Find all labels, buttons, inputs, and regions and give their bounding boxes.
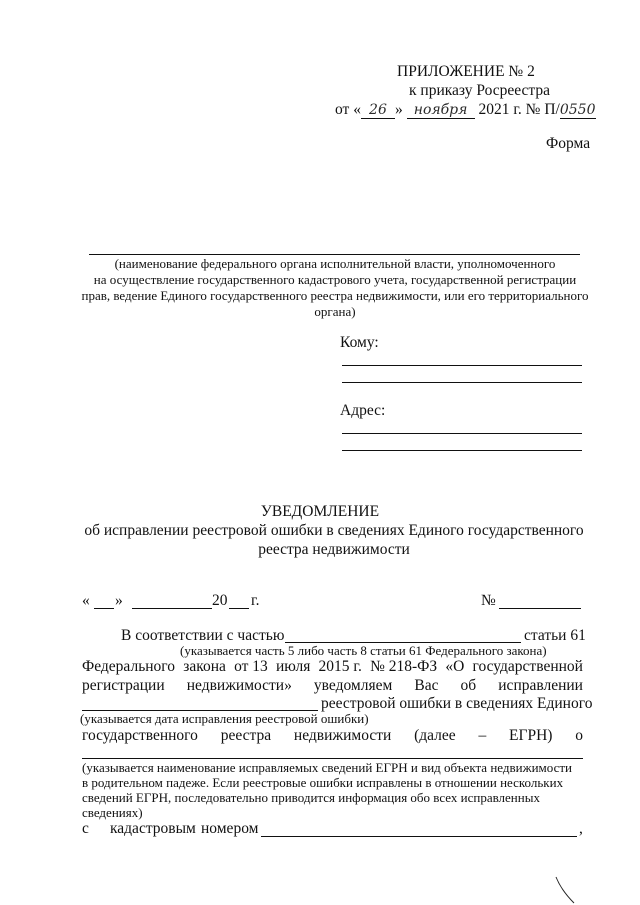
- address-line-2: [342, 450, 582, 451]
- appendix-title: ПРИЛОЖЕНИЕ № 2: [397, 63, 535, 80]
- notice-number-line: [499, 608, 581, 609]
- authority-caption-line1: (наименование федерального органа исполнительной власти, уполномоченного: [114, 256, 556, 271]
- body-word: недвижимости»: [186, 677, 292, 694]
- to-line-1: [342, 365, 582, 366]
- body-word: уведомляем: [313, 677, 393, 694]
- cadastral-word-1: с: [82, 820, 89, 837]
- body-word: Федерального: [82, 658, 176, 675]
- body-line3: [82, 677, 583, 695]
- body-word: –: [478, 727, 487, 744]
- date-mid: »: [394, 101, 403, 118]
- date-year-prefix: 20: [212, 592, 228, 609]
- body-word: недвижимости: [293, 727, 392, 744]
- to-label: Кому:: [340, 334, 379, 351]
- order-date-line: [335, 101, 596, 119]
- body-word: регистрации: [82, 677, 165, 694]
- date-year-suffix: г.: [251, 592, 260, 609]
- corrected-info-caption-line2: в родительном падеже. Если реестровые ошибки исправлены в отношении нескольких: [82, 775, 564, 790]
- date-open-quote: «: [82, 592, 90, 609]
- form-label: Форма: [546, 135, 591, 152]
- body-word: Вас: [414, 677, 439, 694]
- cadastral-word-2: кадастровым: [110, 820, 196, 837]
- corrected-info-caption-line4: сведениях): [82, 805, 143, 820]
- date-prefix: от «: [335, 101, 361, 118]
- number-sign: №: [481, 592, 496, 609]
- handwritten-month: ноября: [407, 102, 475, 119]
- address-label: Адрес:: [340, 402, 386, 419]
- body-word: закона: [183, 658, 226, 675]
- pen-stroke-mark: [552, 875, 582, 905]
- body-word: № 218-ФЗ: [370, 658, 438, 675]
- body-line4-end: реестровой ошибки в сведениях Единого: [321, 695, 593, 712]
- body-word: (далее: [414, 727, 456, 744]
- year-and-number-prefix: 2021 г. № П/: [478, 101, 560, 118]
- correction-date-caption: (указывается дата исправления реестровой ошибки): [80, 711, 369, 726]
- date-month-line: [132, 608, 212, 609]
- law-part-caption: (указывается часть 5 либо часть 8 статьи 61 Федерального закона): [180, 643, 547, 658]
- address-line-1: [342, 433, 582, 434]
- body-word: об: [460, 677, 477, 694]
- body-line1-start: В соответствии с частью: [121, 627, 285, 644]
- body-word: о: [575, 727, 583, 744]
- date-close-quote: »: [115, 592, 123, 609]
- cadastral-number-line: [261, 836, 577, 837]
- body-line1-end: статьи 61: [524, 627, 586, 644]
- authority-caption-line3: прав, ведение Единого государственного реестра недвижимости, или его территориального: [81, 288, 589, 303]
- date-year-line: [229, 608, 249, 609]
- cadastral-comma: ,: [579, 820, 583, 837]
- body-line2: [82, 658, 583, 676]
- cadastral-word-3: номером: [201, 820, 259, 837]
- body-word: июля: [275, 658, 311, 675]
- body-line5: [82, 727, 583, 745]
- body-word: «О: [445, 658, 465, 675]
- order-reference: к приказу Росреестра: [409, 82, 550, 99]
- corrected-info-line: [82, 758, 583, 759]
- body-word: государственной: [472, 658, 583, 675]
- body-word: государственного: [82, 727, 198, 744]
- body-word: ЕГРН): [509, 727, 553, 744]
- authority-caption-line4: органа): [314, 304, 356, 319]
- date-day-line: [94, 608, 114, 609]
- notice-subtitle-line1: об исправлении реестровой ошибки в сведениях Единого государственного: [84, 522, 584, 539]
- corrected-info-caption-line3: сведений ЕГРН, последовательно приводится информация обо всех исправленных: [82, 790, 540, 805]
- handwritten-day: 26: [361, 102, 395, 119]
- authority-name-line: [89, 254, 580, 255]
- notice-subtitle-line2: реестра недвижимости: [258, 541, 410, 558]
- corrected-info-caption-line1: (указывается наименование исправляемых сведений ЕГРН и вид объекта недвижимости: [82, 760, 572, 775]
- authority-caption-line2: на осуществление государственного кадастрового учета, государственной регистрации: [93, 272, 577, 287]
- body-word: от 13: [234, 658, 268, 675]
- body-word: исправлении: [498, 677, 583, 694]
- handwritten-order-number: 0550: [559, 102, 596, 118]
- body-word: реестра: [220, 727, 272, 744]
- body-word: 2015 г.: [318, 658, 362, 675]
- to-line-2: [342, 382, 582, 383]
- notice-heading: УВЕДОМЛЕНИЕ: [260, 503, 380, 520]
